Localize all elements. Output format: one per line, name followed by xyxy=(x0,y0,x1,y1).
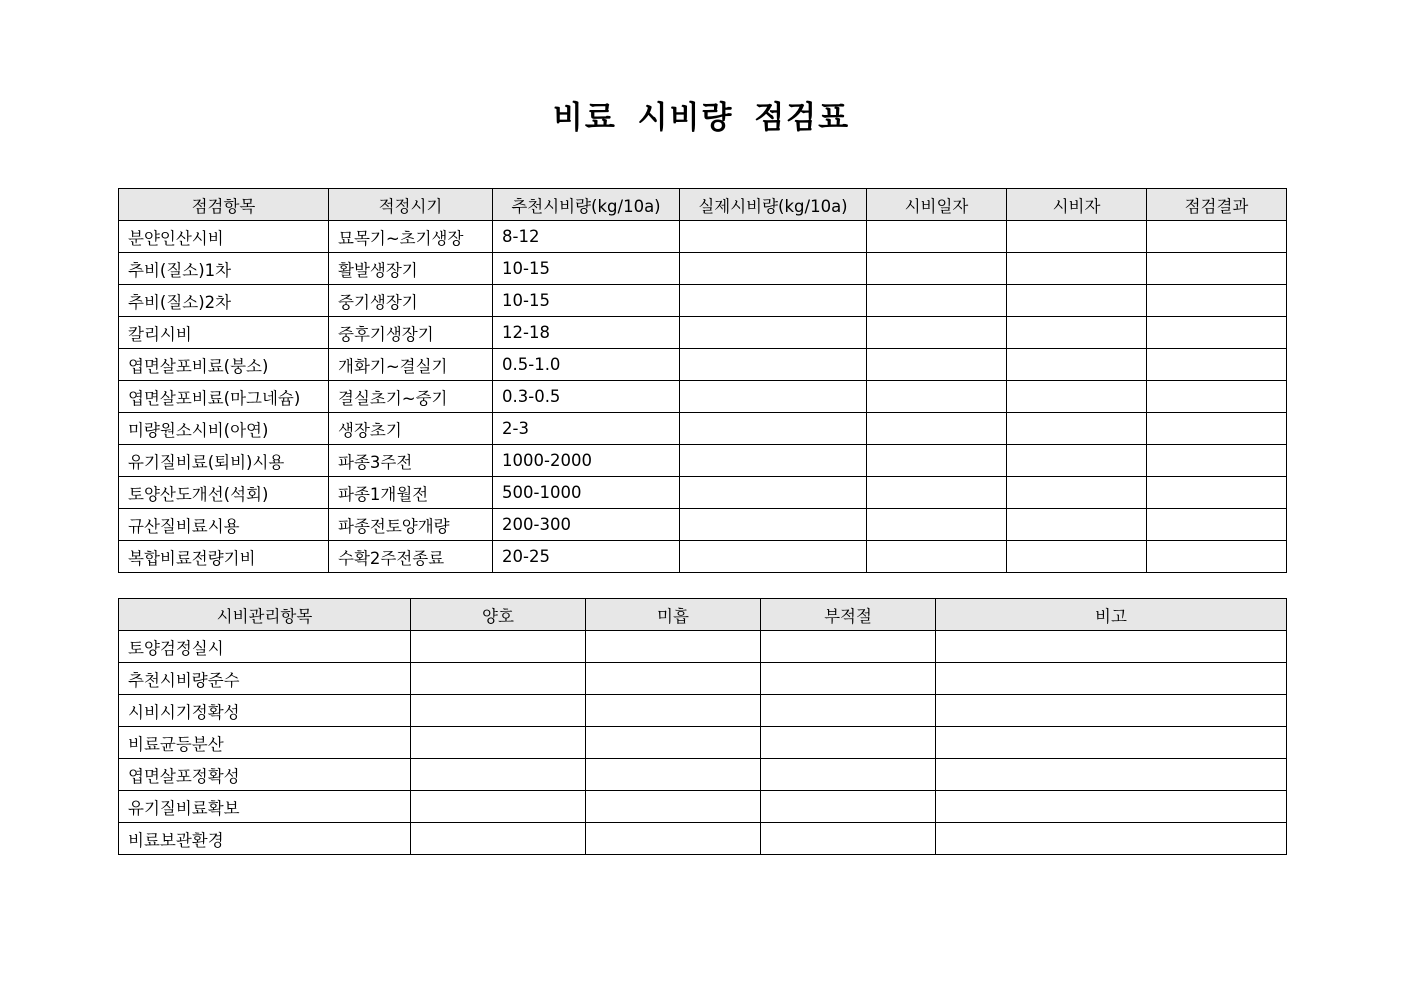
remarks-cell[interactable] xyxy=(936,759,1287,791)
result-cell[interactable] xyxy=(1147,509,1287,541)
recommended-amount-cell: 12-18 xyxy=(493,317,680,349)
check-item-cell: 엽면살포비료(붕소) xyxy=(119,349,329,381)
check-item-cell: 추비(질소)2차 xyxy=(119,285,329,317)
check-item-cell: 칼리시비 xyxy=(119,317,329,349)
good-cell[interactable] xyxy=(411,791,586,823)
result-cell[interactable] xyxy=(1147,477,1287,509)
insufficient-cell[interactable] xyxy=(586,727,761,759)
remarks-cell[interactable] xyxy=(936,823,1287,855)
inappropriate-cell[interactable] xyxy=(761,663,936,695)
recommended-amount-cell: 500-1000 xyxy=(493,477,680,509)
inappropriate-cell[interactable] xyxy=(761,823,936,855)
remarks-cell[interactable] xyxy=(936,631,1287,663)
date-cell[interactable] xyxy=(867,253,1007,285)
table-row xyxy=(119,695,1287,727)
management-item-cell: 토양검정실시 xyxy=(119,631,411,663)
date-cell[interactable] xyxy=(867,349,1007,381)
management-item-cell: 엽면살포정확성 xyxy=(119,759,411,791)
column-header-good: 양호 xyxy=(411,599,586,631)
date-cell[interactable] xyxy=(867,285,1007,317)
result-cell[interactable] xyxy=(1147,253,1287,285)
column-header-recommended-amount: 추천시비량(kg/10a) xyxy=(493,189,680,221)
check-item-cell: 분얀인산시비 xyxy=(119,221,329,253)
inappropriate-cell[interactable] xyxy=(761,727,936,759)
result-cell[interactable] xyxy=(1147,445,1287,477)
table-row xyxy=(119,631,1287,663)
table-row xyxy=(119,727,1287,759)
result-cell[interactable] xyxy=(1147,381,1287,413)
page-title: 비료 시비량 점검표 xyxy=(552,100,851,136)
column-header-actual-amount: 실제시비량(kg/10a) xyxy=(680,189,867,221)
table-row xyxy=(119,823,1287,855)
remarks-cell[interactable] xyxy=(936,791,1287,823)
inappropriate-cell[interactable] xyxy=(761,759,936,791)
management-checklist-table xyxy=(118,598,1287,855)
table-row xyxy=(119,253,1287,285)
applier-cell[interactable] xyxy=(1007,509,1147,541)
good-cell[interactable] xyxy=(411,823,586,855)
actual-amount-cell[interactable] xyxy=(680,477,867,509)
timing-cell: 활발생장기 xyxy=(329,253,493,285)
column-header-inappropriate: 부적절 xyxy=(761,599,936,631)
column-header-remarks: 비고 xyxy=(936,599,1287,631)
result-cell[interactable] xyxy=(1147,413,1287,445)
applier-cell[interactable] xyxy=(1007,317,1147,349)
date-cell[interactable] xyxy=(867,477,1007,509)
good-cell[interactable] xyxy=(411,759,586,791)
recommended-amount-cell: 10-15 xyxy=(493,253,680,285)
inappropriate-cell[interactable] xyxy=(761,631,936,663)
column-header-insufficient: 미흡 xyxy=(586,599,761,631)
date-cell[interactable] xyxy=(867,317,1007,349)
recommended-amount-cell: 20-25 xyxy=(493,541,680,573)
timing-cell: 생장초기 xyxy=(329,413,493,445)
actual-amount-cell[interactable] xyxy=(680,349,867,381)
timing-cell: 묘목기~초기생장 xyxy=(329,221,493,253)
timing-cell: 파종3주전 xyxy=(329,445,493,477)
date-cell[interactable] xyxy=(867,413,1007,445)
good-cell[interactable] xyxy=(411,695,586,727)
check-item-cell: 미량원소시비(아연) xyxy=(119,413,329,445)
date-cell[interactable] xyxy=(867,541,1007,573)
inappropriate-cell[interactable] xyxy=(761,695,936,727)
actual-amount-cell[interactable] xyxy=(680,221,867,253)
table-row xyxy=(119,381,1287,413)
insufficient-cell[interactable] xyxy=(586,631,761,663)
remarks-cell[interactable] xyxy=(936,727,1287,759)
good-cell[interactable] xyxy=(411,663,586,695)
management-item-cell: 시비시기정확성 xyxy=(119,695,411,727)
actual-amount-cell[interactable] xyxy=(680,445,867,477)
table-row xyxy=(119,285,1287,317)
table-row xyxy=(119,791,1287,823)
applier-cell[interactable] xyxy=(1007,477,1147,509)
actual-amount-cell[interactable] xyxy=(680,317,867,349)
date-cell[interactable] xyxy=(867,445,1007,477)
actual-amount-cell[interactable] xyxy=(680,285,867,317)
date-cell[interactable] xyxy=(867,221,1007,253)
table-row xyxy=(119,477,1287,509)
column-header-management-item: 시비관리항목 xyxy=(119,599,411,631)
recommended-amount-cell: 0.5-1.0 xyxy=(493,349,680,381)
recommended-amount-cell: 2-3 xyxy=(493,413,680,445)
management-item-cell: 유기질비료확보 xyxy=(119,791,411,823)
table-row xyxy=(119,445,1287,477)
applier-cell[interactable] xyxy=(1007,413,1147,445)
result-cell[interactable] xyxy=(1147,317,1287,349)
remarks-cell[interactable] xyxy=(936,663,1287,695)
recommended-amount-cell: 200-300 xyxy=(493,509,680,541)
column-header-date: 시비일자 xyxy=(867,189,1007,221)
good-cell[interactable] xyxy=(411,727,586,759)
check-item-cell: 유기질비료(퇴비)시용 xyxy=(119,445,329,477)
column-header-result: 점검결과 xyxy=(1147,189,1287,221)
insufficient-cell[interactable] xyxy=(586,759,761,791)
table-header-row xyxy=(119,189,1287,221)
applier-cell[interactable] xyxy=(1007,445,1147,477)
management-item-cell: 추천시비량준수 xyxy=(119,663,411,695)
check-item-cell: 토양산도개선(석회) xyxy=(119,477,329,509)
recommended-amount-cell: 1000-2000 xyxy=(493,445,680,477)
actual-amount-cell[interactable] xyxy=(680,541,867,573)
actual-amount-cell[interactable] xyxy=(680,509,867,541)
result-cell[interactable] xyxy=(1147,541,1287,573)
timing-cell: 개화기~결실기 xyxy=(329,349,493,381)
timing-cell: 결실초기~중기 xyxy=(329,381,493,413)
result-cell[interactable] xyxy=(1147,285,1287,317)
actual-amount-cell[interactable] xyxy=(680,253,867,285)
check-item-cell: 엽면살포비료(마그네슘) xyxy=(119,381,329,413)
management-item-cell: 비료보관환경 xyxy=(119,823,411,855)
applier-cell[interactable] xyxy=(1007,541,1147,573)
table-row xyxy=(119,541,1287,573)
good-cell[interactable] xyxy=(411,631,586,663)
table-row xyxy=(119,317,1287,349)
recommended-amount-cell: 10-15 xyxy=(493,285,680,317)
applier-cell[interactable] xyxy=(1007,349,1147,381)
table-row xyxy=(119,663,1287,695)
insufficient-cell[interactable] xyxy=(586,823,761,855)
timing-cell: 중기생장기 xyxy=(329,285,493,317)
recommended-amount-cell: 0.3-0.5 xyxy=(493,381,680,413)
timing-cell: 중후기생장기 xyxy=(329,317,493,349)
table-header-row xyxy=(119,599,1287,631)
applier-cell[interactable] xyxy=(1007,381,1147,413)
check-item-cell: 복합비료전량기비 xyxy=(119,541,329,573)
timing-cell: 파종전토양개량 xyxy=(329,509,493,541)
check-item-cell: 추비(질소)1차 xyxy=(119,253,329,285)
check-item-cell: 규산질비료시용 xyxy=(119,509,329,541)
table-row xyxy=(119,509,1287,541)
column-header-applier: 시비자 xyxy=(1007,189,1147,221)
timing-cell: 수확2주전종료 xyxy=(329,541,493,573)
column-header-timing: 적정시기 xyxy=(329,189,493,221)
result-cell[interactable] xyxy=(1147,221,1287,253)
insufficient-cell[interactable] xyxy=(586,791,761,823)
applier-cell[interactable] xyxy=(1007,221,1147,253)
column-header-check-item: 점검항목 xyxy=(119,189,329,221)
recommended-amount-cell: 8-12 xyxy=(493,221,680,253)
result-cell[interactable] xyxy=(1147,349,1287,381)
actual-amount-cell[interactable] xyxy=(680,413,867,445)
table-row xyxy=(119,413,1287,445)
remarks-cell[interactable] xyxy=(936,695,1287,727)
inappropriate-cell[interactable] xyxy=(761,791,936,823)
insufficient-cell[interactable] xyxy=(586,663,761,695)
fertilizer-checklist-table xyxy=(118,188,1287,573)
date-cell[interactable] xyxy=(867,381,1007,413)
timing-cell: 파종1개월전 xyxy=(329,477,493,509)
date-cell[interactable] xyxy=(867,509,1007,541)
table-row xyxy=(119,759,1287,791)
applier-cell[interactable] xyxy=(1007,253,1147,285)
insufficient-cell[interactable] xyxy=(586,695,761,727)
table-row xyxy=(119,349,1287,381)
table-row xyxy=(119,221,1287,253)
management-item-cell: 비료균등분산 xyxy=(119,727,411,759)
applier-cell[interactable] xyxy=(1007,285,1147,317)
actual-amount-cell[interactable] xyxy=(680,381,867,413)
